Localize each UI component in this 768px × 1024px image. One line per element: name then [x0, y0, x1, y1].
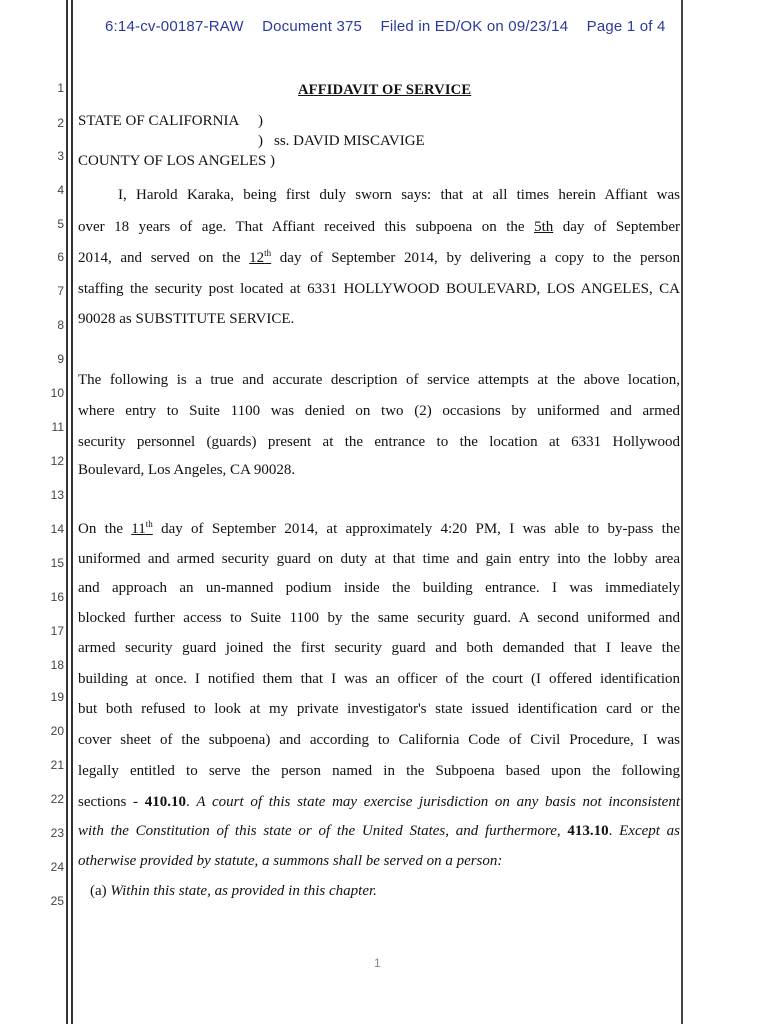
para3-line: but both refused to look at my private investigator's state issued identification card or the	[78, 701, 680, 717]
para3-line: and approach an un-manned podium inside the building entrance. I was immediately	[78, 580, 680, 596]
line-number: 10	[50, 386, 64, 400]
para1-line: staffing the security post located at 6331 HOLLYWOOD BOULEVARD, LOS ANGELES, CA	[78, 281, 680, 297]
caption-county: COUNTY OF LOS ANGELES )	[78, 153, 275, 169]
para2-line: The following is a true and accurate description of service attempts at the above location,	[78, 372, 680, 388]
para1-line: 90028 as SUBSTITUTE SERVICE.	[78, 311, 295, 327]
para3-line: armed security guard joined the first security guard and both demanded that I leave the	[78, 640, 680, 656]
line-number: 22	[50, 792, 64, 806]
caption-paren: )	[258, 113, 263, 129]
line-number: 2	[57, 116, 64, 130]
para2-line: where entry to Suite 1100 was denied on two (2) occasions by uniformed and armed	[78, 403, 680, 419]
line-number: 19	[50, 690, 64, 704]
line-number: 17	[50, 624, 64, 638]
page-number: 1	[374, 956, 381, 970]
line-number: 7	[57, 284, 64, 298]
para3-line: with the Constitution of this state or of the United States, and furthermore, 413.10. Except as	[78, 823, 680, 839]
para2-line: Boulevard, Los Angeles, CA 90028.	[78, 462, 296, 478]
page-indicator: Page 1 of 4	[586, 18, 666, 35]
para3-line: sections - 410.10. A court of this state may exercise jurisdiction on any basis not inconsistent	[78, 794, 681, 810]
filing-header	[105, 18, 680, 35]
caption-state: STATE OF CALIFORNIA	[78, 113, 240, 129]
right-margin-rule	[681, 0, 683, 1024]
para1-line: 2014, and served on the 12th day of September 2014, by delivering a copy to the person	[78, 248, 680, 266]
para3-line: uniformed and armed security guard on duty at that time and gain entry into the lobby area	[78, 551, 680, 567]
line-number: 9	[57, 352, 64, 366]
line-number: 4	[57, 183, 64, 197]
line-number: 3	[57, 149, 64, 163]
para3-line: legally entitled to serve the person named in the Subpoena based upon the following	[78, 763, 680, 779]
case-number: 6:14-cv-00187-RAW	[105, 18, 244, 35]
line-number: 12	[50, 454, 64, 468]
line-number: 11	[51, 420, 64, 434]
line-number: 14	[50, 522, 64, 536]
line-number: 8	[57, 318, 64, 332]
caption-paren: )	[258, 133, 263, 149]
line-number: 21	[50, 758, 64, 772]
para2-line: security personnel (guards) present at the entrance to the location at 6331 Hollywood	[78, 434, 680, 450]
line-number: 15	[50, 556, 64, 570]
left-margin-rule-2	[71, 0, 73, 1024]
line-number: 1	[57, 81, 64, 95]
line-number: 24	[50, 860, 64, 874]
document-number: Document 375	[262, 18, 363, 35]
para3-line: building at once. I notified them that I was an officer of the court (I offered identification	[78, 671, 680, 687]
para3-line: On the 11th day of September 2014, at approximately 4:20 PM, I was able to by-pass the	[78, 519, 680, 537]
line-number: 20	[50, 724, 64, 738]
document-title: AFFIDAVIT OF SERVICE	[298, 82, 472, 98]
line-number: 18	[50, 658, 64, 672]
caption-ss: ss. DAVID MISCAVIGE	[274, 133, 425, 149]
line-number: 25	[50, 894, 64, 908]
line-number: 16	[50, 590, 64, 604]
left-margin-rule-1	[66, 0, 68, 1024]
para3-line: cover sheet of the subpoena) and according to California Code of Civil Procedure, I was	[78, 732, 680, 748]
line-number: 23	[50, 826, 64, 840]
para3-line: blocked further access to Suite 1100 by the same security guard. A second uniformed and	[78, 610, 680, 626]
para3-item-a: (a) Within this state, as provided in this chapter.	[90, 883, 377, 899]
para1-line: over 18 years of age. That Affiant received this subpoena on the 5th day of September	[78, 219, 680, 235]
para1-line: I, Harold Karaka, being first duly sworn says: that at all times herein Affiant was	[118, 187, 680, 203]
filed-date: Filed in ED/OK on 09/23/14	[380, 18, 569, 35]
line-number: 5	[57, 217, 64, 231]
para3-line: otherwise provided by statute, a summons shall be served on a person:	[78, 853, 503, 869]
line-number: 13	[50, 488, 64, 502]
line-number: 6	[57, 250, 64, 264]
